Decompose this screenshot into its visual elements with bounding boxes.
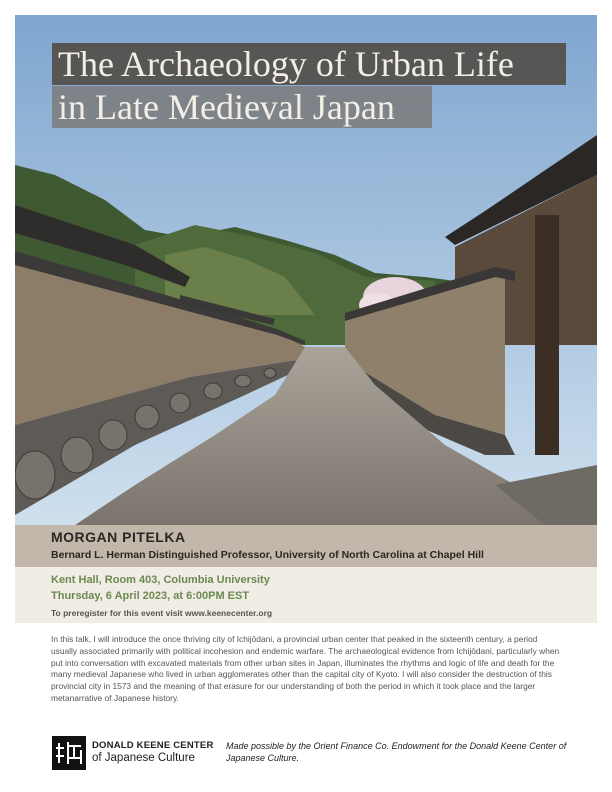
- title-line-1: The Archaeology of Urban Life: [52, 43, 566, 85]
- preregister-link[interactable]: To preregister for this event visit www.keenecenter.org: [51, 608, 273, 618]
- event-venue: Kent Hall, Room 403, Columbia University: [51, 574, 270, 586]
- speaker-name: MORGAN PITELKA: [51, 529, 186, 545]
- logo-subname: of Japanese Culture: [92, 752, 195, 764]
- event-details: [15, 567, 597, 623]
- speaker-band: [15, 525, 597, 567]
- event-datetime: Thursday, 6 April 2023, at 6:00PM EST: [51, 590, 250, 602]
- logo-name: DONALD KEENE CENTER: [92, 740, 214, 751]
- keene-center-logo-icon: [52, 736, 86, 770]
- abstract-text: In this talk, I will introduce the once thriving city of Ichijōdani, a provincial urban center that peaked in the sixteenth century, a period usually associated primarily with political incohesion and endemic warfare. The archaeological evidence from Ichijōdani, particularly when put into conversation with excavated materials from other urban sites in Japan, illuminates the rhythms and logic of life and death for the many medieval Japanese who lived in urban agglomerates other than the capital city of Kyoto. I will also consider the destruction of this provincial city in 1573 and the meaning of that erasure for our understanding of both the period in which it took place and the larger metanarrative of Japanese history.: [51, 634, 560, 703]
- title-line-2: in Late Medieval Japan: [52, 86, 432, 128]
- funding-credit: Made possible by the Orient Finance Co. Endowment for the Donald Keene Center of Japanese Culture.: [226, 741, 567, 763]
- speaker-title: Bernard L. Herman Distinguished Professor, University of North Carolina at Chapel Hill: [51, 549, 484, 561]
